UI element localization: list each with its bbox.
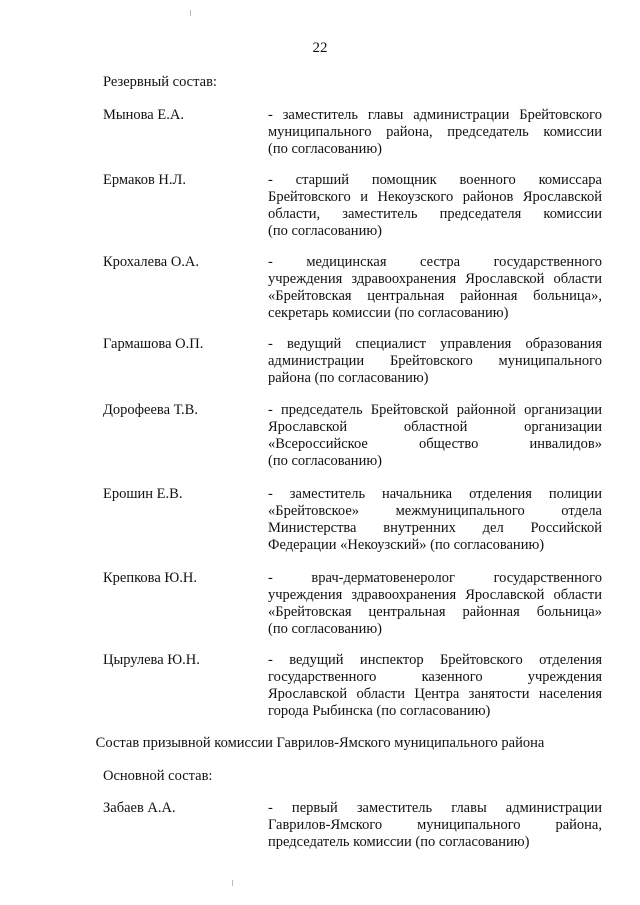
role-line: «Брейтовское» межмуниципального отдела <box>268 503 602 519</box>
member-role <box>268 172 602 240</box>
member-name: Мынова Е.А. <box>103 107 184 123</box>
scan-mark-top <box>190 10 191 16</box>
member-role <box>268 254 602 322</box>
role-line: учреждения здравоохранения Ярославской области <box>268 587 602 603</box>
section-title: Состав призывной комиссии Гаврилов-Ямского муниципального района <box>95 735 545 751</box>
main-heading: Основной состав: <box>103 768 213 784</box>
role-line: «Брейтовская центральная районная больница» <box>268 604 602 620</box>
reserve-heading: Резервный состав: <box>103 74 217 90</box>
role-line: города Рыбинска (по согласованию) <box>268 703 491 719</box>
role-line: - старший помощник военного комиссара <box>268 172 602 188</box>
role-line: - первый заместитель главы администрации <box>268 800 602 816</box>
role-line: (по согласованию) <box>268 141 382 157</box>
role-line: (по согласованию) <box>268 223 382 239</box>
role-line: муниципального района, председатель комиссии <box>268 124 602 140</box>
member-name: Цырулева Ю.Н. <box>103 652 200 668</box>
scan-mark-bottom <box>232 880 233 886</box>
role-line: - ведущий специалист управления образования <box>268 336 602 352</box>
member-name: Ерошин Е.В. <box>103 486 183 502</box>
role-line: (по согласованию) <box>268 453 382 469</box>
role-line: (по согласованию) <box>268 621 382 637</box>
role-line: области, заместитель председателя комиссии <box>268 206 602 222</box>
member-role <box>268 652 602 720</box>
member-name: Ермаков Н.Л. <box>103 172 186 188</box>
role-line: - врач-дерматовенеролог государственного <box>268 570 602 586</box>
member-name: Крепкова Ю.Н. <box>103 570 198 586</box>
role-line: Брейтовского и Некоузского районов Ярославской <box>268 189 602 205</box>
role-line: - председатель Брейтовской районной организации <box>268 402 602 418</box>
member-role <box>268 107 602 158</box>
role-line: - ведущий инспектор Брейтовского отделения <box>268 652 602 668</box>
role-line: учреждения здравоохранения Ярославской области <box>268 271 602 287</box>
role-line: Ярославской области Центра занятости населения <box>268 686 602 702</box>
role-line: - медицинская сестра государственного <box>268 254 602 270</box>
member-role <box>268 800 602 851</box>
member-role <box>268 402 602 470</box>
role-line: Ярославской областной организации <box>268 419 602 435</box>
role-line: - заместитель начальника отделения полиции <box>268 486 602 502</box>
role-line: Министерства внутренних дел Российской <box>268 520 602 536</box>
member-name: Дорофеева Т.В. <box>103 402 198 418</box>
member-name: Забаев А.А. <box>103 800 176 816</box>
member-name: Крохалева О.А. <box>103 254 200 270</box>
role-line: - заместитель главы администрации Брейтовского <box>268 107 602 123</box>
role-line: секретарь комиссии (по согласованию) <box>268 305 509 321</box>
member-role <box>268 570 602 638</box>
role-line: государственного казенного учреждения <box>268 669 602 685</box>
role-line: Гаврилов-Ямского муниципального района, <box>268 817 602 833</box>
role-line: «Всероссийское общество инвалидов» <box>268 436 602 452</box>
member-role <box>268 336 602 387</box>
role-line: Федерации «Некоузский» (по согласованию) <box>268 537 545 553</box>
role-line: района (по согласованию) <box>268 370 429 386</box>
member-name: Гармашова О.П. <box>103 336 204 352</box>
member-role <box>268 486 602 554</box>
role-line: «Брейтовская центральная районная больница», <box>268 288 602 304</box>
role-line: администрации Брейтовского муниципального <box>268 353 602 369</box>
role-line: председатель комиссии (по согласованию) <box>268 834 530 850</box>
page-number: 22 <box>312 40 328 56</box>
